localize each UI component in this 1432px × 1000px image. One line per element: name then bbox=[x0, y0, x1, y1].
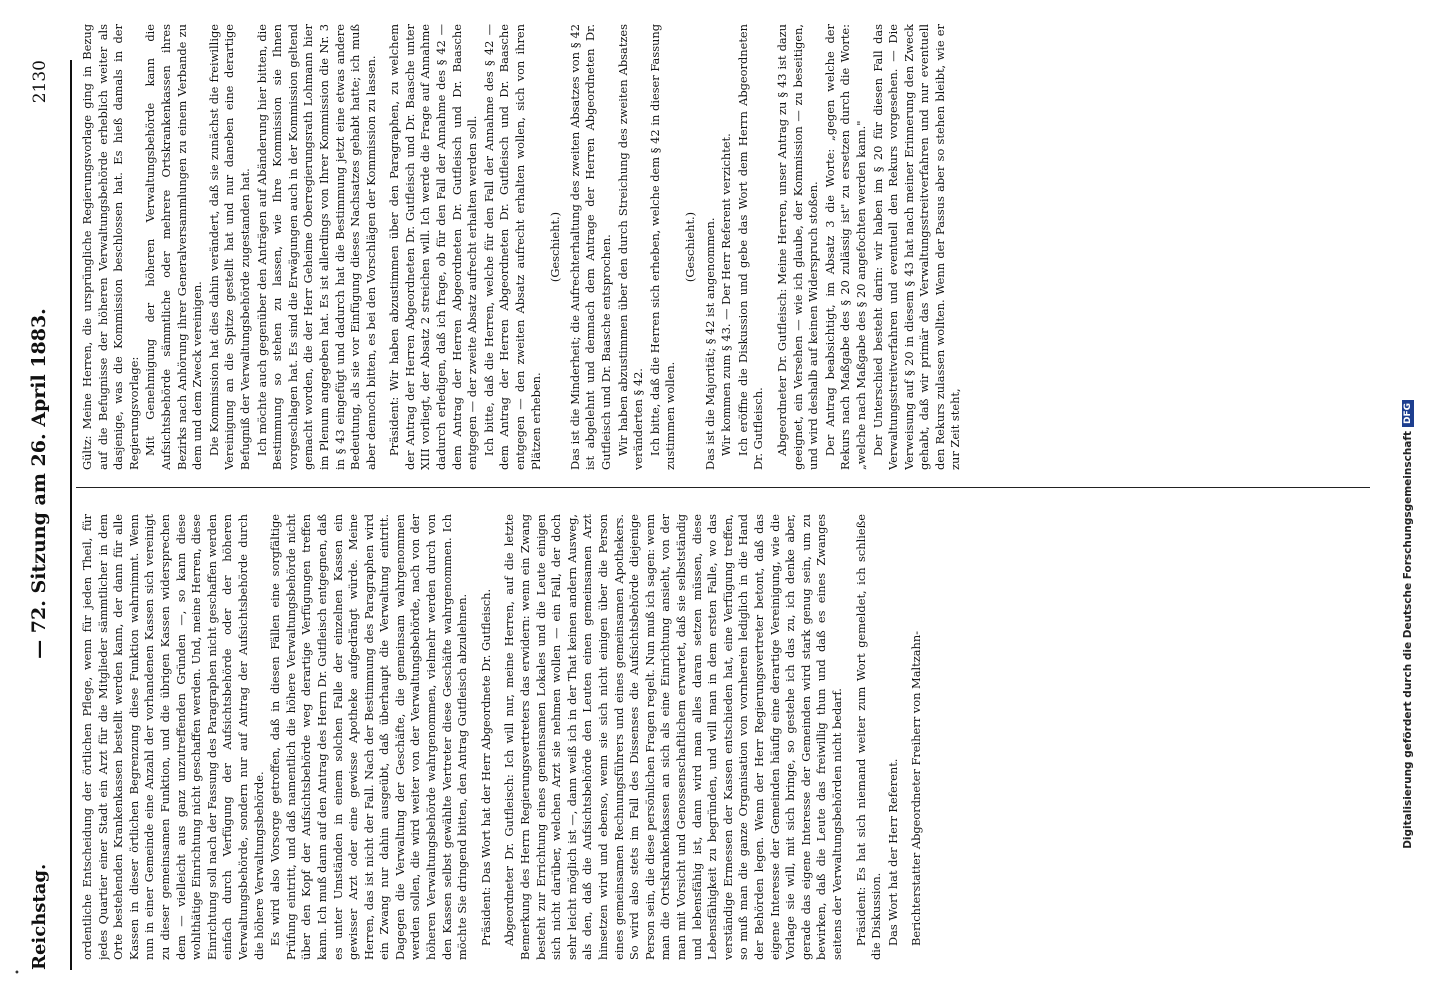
header-page-number: 2130 bbox=[30, 60, 50, 104]
left-column bbox=[80, 514, 1372, 960]
margin-mark: • bbox=[14, 968, 20, 979]
right-paragraph-president-1: Präsident: Wir haben abzustimmen über den Paragraphen, zu welchem der Antrag der Herren Abgeordneten Dr. Gutfleisch und Dr. Baasche unter XIII vorliegt, der Absatz 2 streichen will. Ich werde die Frage auf Annahme dadurch erledigen, daß ich frage, ob für den Fall der Annahme des § 42 — dem Antrag der Herren Abgeordneten Dr. Gutfleisch und Dr. Baasche entgegen — der zweite Absatz aufrecht erhalten werden soll. bbox=[387, 24, 480, 470]
left-paragraph-president-1: Präsident: Das Wort hat der Herr Abgeordnete Dr. Gutfleisch. bbox=[478, 588, 493, 946]
right-paragraph-quote: Mit Genehmigung der höheren Verwaltungsbehörde kann die Aufsichtsbehörde sämmtliche oder mehrere Ortskrankenkassen ihres Bezirks nach Anhörung ihrer Generalversammlungen zu einem Verbande zu dem und dem Zweck vereinigen. bbox=[143, 24, 205, 470]
right-paragraph-3: Die Kommission hat dies dahin verändert, daß sie zunächst die freiwillige Vereinigung an die Spitze gestellt hat und nur daneben eine derartige Befugniß der Verwaltungsbehörde zugestanden hat. bbox=[206, 24, 252, 470]
right-column bbox=[80, 24, 1372, 470]
right-paragraph-10: Ich bitte, daß die Herren sich erheben, welche dem § 42 in dieser Fassung zustimmen wollen. bbox=[647, 24, 678, 470]
right-stage-direction-1: (Geschieht.) bbox=[548, 211, 563, 283]
header-session-date: — 72. Sitzung am 26. April 1883. bbox=[28, 308, 50, 659]
right-paragraph-16: Der Antrag beabsichtigt, im Absatz 3 die Worte: „gegen welche der Rekurs nach Maßgabe des § 20 zulässig ist" zu ersetzen durch die Worte: „welche nach Maßgabe des § 20 angefochten werden kann." bbox=[822, 24, 868, 470]
right-paragraph-9: Wir haben abzustimmen über den durch Streichung des zweiten Absatzes veränderten § 42. bbox=[615, 24, 646, 470]
left-paragraph-1: ordentliche Entscheidung der örtlichen Pflege, wenn für jeden Theil, für jedes Quartier einer Stadt ein Arzt für die Mitglieder sämmtlicher in dem Orte bestehenden Krankenkassen bestellt werden kann, der dann für alle Kassen in dieser örtlichen Begrenzung diese Funktion wahrnimmt. Wenn nun in einer Gemeinde eine Anzahl der vorhandenen Kassen sich vereinigt zu dieser gemeinsamen Funktion, und die übrigen Kassen widersprechen dem — vielleicht aus ganz unzutreffenden Gründen —, so kann diese wohlthätige Einrichtung nicht geschaffen werden. Und, meine Herren, diese Einrichtung soll nach der Fassung des Paragraphen nicht geschaffen werden einfach durch Verfügung der Aufsichtsbehörde oder der höheren Verwaltungsbehörde, sondern nur auf Antrag der Aufsichtsbehörde durch die höhere Verwaltungsbehörde. bbox=[80, 514, 266, 960]
credit-text: Digitalisierung gefördert durch die Deutsche Forschungsgemeinschaft bbox=[1402, 431, 1414, 849]
left-paragraph-referent: Das Wort hat der Herr Referent. bbox=[885, 758, 900, 946]
right-stage-direction-2: (Geschieht.) bbox=[682, 211, 697, 283]
digitization-credit-sidebar bbox=[1384, 0, 1432, 1000]
right-paragraph-17: Der Unterschied besteht darin: wir haben im § 20 für diesen Fall das Verwaltungsstreitverfahren und eventuell den Rekurs vorgesehen. — Die Verweisung auf § 20 in diesem § 43 hat nach meiner Erinnerung den Zweck gehabt, daß wir primär das Verwaltungsstreitverfahren und nur eventuell den Rekurs zulassen wollten. Wenn der Passus aber so stehen bleibt, wie er zur Zeit steht, bbox=[870, 24, 963, 470]
right-paragraph-4: Ich möchte auch gegenüber den Anträgen auf Abänderung hier bitten, die Bestimmung so stehen zu lassen, wie Ihre Kommission sie Ihnen vorgeschlagen hat. Es sind die Erwägungen auch in der Kommission geltend gemacht worden, die der Herr Geheime Oberregierungsrath Lohmann hier im Plenum angegeben hat. Es ist allerdings von Ihrer Kommission die Nr. 3 in § 43 eingefügt und dadurch hat die Bestimmung jetzt eine etwas andere Bedeutung, als sie vor Einfügung dieses Nachsatzes gehabt hatte; ich muß aber dennoch bitten, es bei den Vorschlägen der Kommission zu lassen. bbox=[254, 24, 378, 470]
right-paragraph-1: Gültz: Meine Herren, die ursprüngliche Regierungsvorlage ging in Bezug auf die Befugnisse der höheren Verwaltungsbehörde erheblich weiter als dasjenige, was die Kommission beschlossen hat. Es hieß damals in der Regierungsvorlage: bbox=[80, 24, 141, 470]
right-paragraph-8: Das ist die Minderheit; die Aufrechterhaltung des zweiten Absatzes von § 42 ist abgelehnt und demnach dem Antrage der Herren Abgeordneten Dr. Gutfleisch und Dr. Baasche entsprochen. bbox=[567, 24, 613, 470]
left-paragraph-2: Es wird also Vorsorge getroffen, daß in diesen Fällen eine sorgfältige Prüfung eintritt, und daß namentlich die höhere Verwaltungsbehörde nicht über den Kopf der Aufsichtsbehörde weg derartige Verfügungen treffen kann. Ich muß dann auf den Antrag des Herrn Dr. Gutfleisch entgegnen, daß es unter Umständen in einem solchen Falle der einzelnen Kassen ein gewisser Arzt oder eine gewisse Apotheke aufgedrängt würde. Meine Herren, das ist nicht der Fall. Nach der Bestimmung des Paragraphen wird ein Zwang nur dahin ausgeübt, daß überhaupt die Verwaltung eintritt. Dagegen die Verwaltung der Geschäfte, die gemeinsam wahrgenommen werden sollen, die wird weiter von der Verwaltungsbehörde, nach von der höheren Verwaltungsbehörde wahrgenommen, vielmehr werden durch von den Kassen selbst gewählte Vertreter diese Geschäfte wahrgenommen. Ich möchte Sie dringend bitten, den Antrag Gutfleisch abzulehnen. bbox=[268, 514, 470, 960]
dfg-logo: DFG bbox=[1402, 400, 1414, 427]
column-separator bbox=[76, 487, 1370, 488]
digitization-credit bbox=[1384, 0, 1432, 1000]
left-paragraph-gutfleisch: Abgeordneter Dr. Gutfleisch: Ich will nur, meine Herren, auf die letzte Bemerkung des Herrn Regierungsvertreters das erwidern: wenn ein Zwang besteht zur Errichtung eines gemeinsamen Lokales und die Leute einigen sich nicht darüber, welchen Arzt sie nehmen wollen — ein Fall, der doch sehr leicht möglich ist —, dann weiß ich in der That keinen andern Ausweg, als den, daß die Aufsichtsbehörde den Leuten einen gemeinsamen Arzt hinsetzen wird und ebenso, wenn sie sich nicht einigen über die Person eines gemeinsamen Rechnungsführers und eines gemeinsamen Apothekers. So wird also stets im Fall des Dissenses die Aufsichtsbehörde diejenige Person sein, die diese persönlichen Fragen regelt. Nun muß ich sagen: wenn man die Ortskrankenkassen an sich als eine Einrichtung ansieht, von der man mit Vorsicht und Genossenschaftlichem erwartet, daß sie selbstständig und lebensfähig ist, dann wird man alles daran setzen müssen, diese Lebensfähigkeit zu begründen, und will man in dem ersten Falle, wo das verständige Ermessen der Kassen entschieden hat, eine Verfügung treffen, so muß man die ganze Organisation von vornherein lediglich in die Hand der Behörden legen. Wenn der Herr Regierungsvertreter betont, daß das eigene Interesse der Gemeinden häufig eine derartige Vereinigung, wie die Vorlage sie will, mit sich bringe, so gestehe ich das zu, ich denke aber, gerade das eigene Interesse der Gemeinden wird stark genug sein, um zu bewirken, daß die Leute das freiwillig thun und daß es eines Zwanges seitens der Verwaltungsbehörden nicht bedarf. bbox=[502, 514, 844, 960]
header-rule bbox=[70, 60, 72, 970]
right-paragraph-gutfleisch: Abgeordneter Dr. Gutfleisch: Meine Herren, unser Antrag zu § 43 ist dazu geeignet, ein Versehen — wie ich glaube, der Kommission — zu beseitigen, und wird deshalb auf keinen Widerspruch stoßen. bbox=[774, 24, 821, 470]
right-paragraph-13: Wir kommen zum § 43. — Der Herr Referent verzichtet. bbox=[719, 133, 734, 456]
left-paragraph-berichterstatter: Berichterstatter Abgeordneter Freiherr von Maltzahn- bbox=[909, 630, 924, 946]
right-paragraph-14: Ich eröffne die Diskussion und gebe das Wort dem Herrn Abgeordneten Dr. Gutfleisch. bbox=[735, 24, 766, 470]
left-paragraph-president-2: Präsident: Es hat sich niemand weiter zum Wort gemeldet, ich schließe die Diskussion. bbox=[853, 514, 884, 960]
page-header bbox=[28, 60, 62, 970]
header-publication: Reichstag. bbox=[29, 863, 50, 970]
right-paragraph-12: Das ist die Majorität; § 42 ist angenommen. bbox=[702, 217, 717, 470]
right-paragraph-6: Ich bitte, daß die Herren, welche für den Fall der Annahme des § 42 — dem Antrag der Herren Abgeordneten Dr. Gutfleisch und Dr. Baasche entgegen — den zweiten Absatz aufrecht erhalten wollen, sich von ihren Plätzen erheben. bbox=[481, 24, 543, 470]
